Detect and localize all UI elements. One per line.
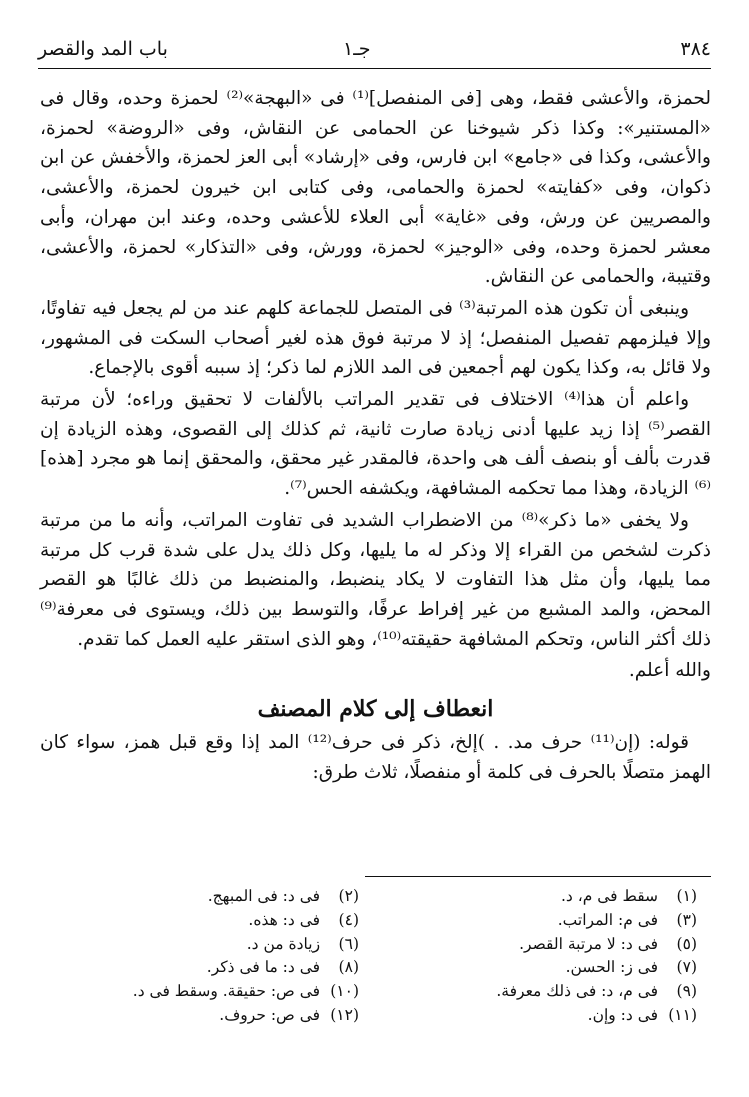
footnote-text: فى م: المراتب. [557, 910, 659, 929]
footnote-text: فى د: ما فى ذكر. [206, 958, 321, 977]
footnote [59, 956, 359, 980]
footnote-number: (٧) [676, 958, 697, 977]
footnote-text: زيادة من د. [246, 934, 321, 953]
footnote-text: فى د: هذه. [248, 910, 321, 929]
header-rule [38, 68, 711, 69]
paragraph: والله أعلم. [628, 660, 711, 682]
footnote-text: فى ص: حروف. [219, 1005, 321, 1024]
footnote-number: (١٢) [330, 1005, 359, 1024]
footnote [437, 1004, 697, 1028]
footnote-number: (١١) [668, 1005, 697, 1024]
footnote [59, 885, 359, 909]
footnote [437, 980, 697, 1004]
footnote-text: فى م، د: فى ذلك معرفة. [496, 982, 659, 1001]
footnotes-right-column [437, 885, 697, 1028]
footnote-rule [365, 876, 711, 877]
footnote-text: فى د: فى المبهج. [207, 887, 321, 905]
footnote-number: (٥) [676, 934, 697, 953]
paragraph: ولا يخفى «ما ذكر»⁽⁸⁾ من الاضطراب الشديد فى تفاوت المراتب، وأنه ما من مرتبة ذكرت لشخص من القراء إلا وذكر له ما يليها، وكل ذلك يدل على شدة قرب كل مرتبة مما يليها، وأن مثل هذا التفاوت لا يكاد ينضبط، والمنضبط من ذلك غالبًا هو القصر المحض، والمد المشبع من غير إفراط عرفًا، والتوسط بين ذلك، ويستوى فى معرفة⁽⁹⁾ ذلك أكثر الناس، وتحكم المشافهة حقيقته⁽¹⁰⁾، وهو الذى استقر عليه العمل كما تقدم. [40, 509, 711, 650]
chapter-title: باب المد والقصر [38, 38, 168, 60]
footnotes-left-column [59, 885, 359, 1028]
footnote [59, 980, 359, 1004]
footnote-number: (٣) [676, 910, 697, 929]
main-text [40, 84, 711, 789]
paragraph: لحمزة، والأعشى فقط، وهى [فى المنفصل]⁽¹⁾ فى «البهجة»⁽²⁾ لحمزة وحده، وقال فى «المستنير»: وكذا ذكر شيوخنا عن الحمامى عن النقاش، وفى «الروضة» لحمزة، والأعشى، وكذا فى «جامع» ابن فارس، وفى «إرشاد» أبى العز لحمزة، والأخفش عن ابن ذكوان، وفى «كفايته» لحمزة والحمامى، وفى كتابى ابن خيرون لحمزة، والأعشى، والمصريين عن ورش، وفى «غاية» أبى العلاء للأعشى وحده، وعند ابن مهران، وأبى معشر لحمزة وحده، وفى «الوجيز» لحمزة، وورش، وفى «التذكار» لحمزة، والأعشى، وقتيبة، والحمامى عن النقاش. [40, 88, 712, 288]
footnote [59, 1004, 359, 1028]
footnote-number: (٨) [338, 958, 359, 977]
page-header [38, 36, 711, 66]
footnote-number: (٤) [338, 910, 359, 929]
footnote-number: (١٠) [330, 982, 359, 1001]
paragraph: واعلم أن هذا⁽⁴⁾ الاختلاف فى تقدير المراتب بالألفات لا تحقيق وراءه؛ لأن مرتبة القصر⁽⁵⁾ إذا زيد عليها أدنى زيادة صارت ثانية، ثم كذلك إلى القصوى، وهذه الزيادة إن قدرت بألف أو بنصف ألف هى واحدة، فالمقدر غير محقق، والمحقق إنما هو مجرد [هذه]⁽⁶⁾ الزيادة، وهذا مما تحكمه المشافهة، ويكشفه الحس⁽⁷⁾. [40, 389, 711, 500]
footnote-text: فى ص: حقيقة. وسقط فى د. [132, 982, 321, 1001]
footnote [437, 909, 697, 933]
volume-label: جـ١ [343, 38, 371, 60]
footnote [59, 933, 359, 957]
footnote-number: (٢) [338, 887, 359, 905]
footnote-number: (٦) [338, 934, 359, 953]
page-number: ٣٨٤ [680, 38, 711, 60]
footnote-text: فى ز: الحسن. [565, 958, 659, 977]
footnote [437, 933, 697, 957]
paragraph: قوله: (إن⁽¹¹⁾ حرف مد. . )إلخ، ذكر فى حرف⁽¹²⁾ المد إذا وقع قبل همز، سواء كان الهمز متصلًا بالحرف فى كلمة أو منفصلًا، ثلاث طرق: [40, 732, 711, 783]
footnote-number: (١) [676, 887, 697, 905]
footnote-number: (٩) [676, 982, 697, 1001]
paragraph: وينبغى أن تكون هذه المرتبة⁽³⁾ فى المتصل للجماعة كلهم عند من لم يجعل فيه تفاوتًا، وإلا فيلزمهم تفصيل المنفصل؛ إذ لا مرتبة فوق هذه لغير أصحاب السكت فى المشهور، ولا قائل به، وكذا يكون لهم أجمعين فى المد اللازم لما ذكر؛ إذ سببه أقوى بالإجماع. [40, 297, 711, 379]
footnote-text: سقط فى م، د. [560, 887, 659, 905]
footnote-text: فى د: لا مرتبة القصر. [519, 934, 659, 953]
footnote [437, 956, 697, 980]
footnote [437, 885, 697, 909]
section-heading: انعطاف إلى كلام المصنف [257, 696, 494, 723]
footnote [59, 909, 359, 933]
footnote-text: فى د: وإن. [587, 1005, 659, 1024]
